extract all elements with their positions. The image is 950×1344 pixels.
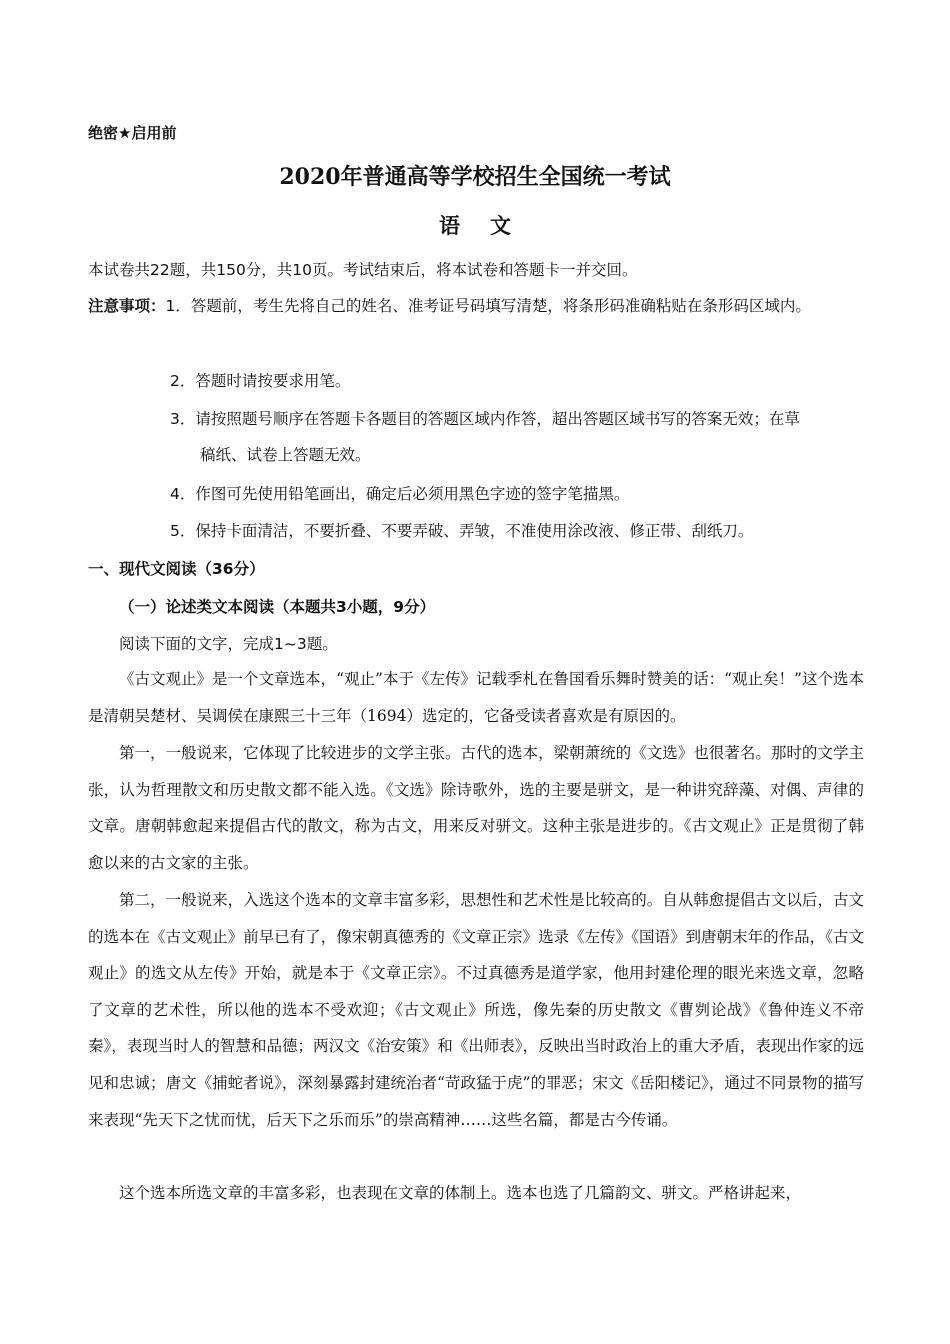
confidential-label: 绝密★启用前 bbox=[88, 124, 177, 142]
passage-paragraph-2: 第一，一般说来，它体现了比较进步的文学主张。古代的选本，梁朝萧统的《文选》也很著名。那时的文学主张，认为哲理散文和历史散文都不能入选。《文选》除诗歌外，选的主要是骈文，是一种讲究辞藻、对偶、声律的文章。唐朝韩愈起来提倡古代的散文，称为古文，用来反对骈文。这种主张是进步的。《古文观止》正是贯彻了韩愈以来的古文家的主张。 bbox=[88, 744, 864, 872]
notice-label: 注意事项： bbox=[88, 297, 166, 315]
notice-item-3-line1: 3．请按照题号顺序在答题卡各题目的答题区域内作答，超出答题区域书写的答案无效；在草 bbox=[170, 410, 800, 428]
subject-title: 语文 bbox=[439, 213, 541, 238]
notice-item-1-text: 1．答题前，考生先将自己的姓名、准考证号码填写清楚，将条形码准确粘贴在条形码区域内。 bbox=[165, 297, 811, 315]
passage-paragraph-4: 这个选本所选文章的丰富多彩，也表现在文章的体制上。选本也选了几篇韵文、骈文。严格讲起来， bbox=[119, 1184, 802, 1202]
notice-item-3 bbox=[170, 401, 860, 473]
exam-title: 2020年普通高等学校招生全国统一考试 bbox=[279, 164, 671, 190]
notice-item-4: 4．作图可先使用铅笔画出，确定后必须用黑色字迹的签字笔描黑。 bbox=[170, 485, 630, 503]
subsection-heading: （一）论述类文本阅读（本题共3小题，9分） bbox=[119, 598, 436, 616]
exam-intro: 本试卷共22题，共150分，共10页。考试结束后，将本试卷和答题卡一并交回。 bbox=[88, 261, 638, 279]
reading-instruction: 阅读下面的文字，完成1~3题。 bbox=[119, 635, 338, 653]
notice-item-5: 5．保持卡面清洁，不要折叠、不要弄破、弄皱，不准使用涂改液、修正带、刮纸刀。 bbox=[170, 522, 754, 540]
section-heading: 一、现代文阅读（36分） bbox=[88, 560, 265, 578]
notice-item-2: 2．答题时请按要求用笔。 bbox=[170, 372, 351, 390]
notice-item-1 bbox=[88, 288, 864, 324]
passage-paragraph-1: 《古文观止》是一个文章选本，“观止”本于《左传》记载季札在鲁国看乐舞时赞美的话：“观止矣！”这个选本是清朝吴楚材、吴调侯在康熙三十三年（1694）选定的，它备受读者喜欢是有原因的。 bbox=[88, 670, 864, 725]
passage-paragraph-3: 第二，一般说来，入选这个选本的文章丰富多彩，思想性和艺术性是比较高的。自从韩愈提倡古文以后，古文的选本在《古文观止》前早已有了，像宋朝真德秀的《文章正宗》选录《左传》《国语》到唐朝末年的作品，《古文观止》的选文从左传》开始，就是本于《文章正宗》。不过真德秀是道学家，他用封建伦理的眼光来选文章，忽略了文章的艺术性，所以他的选本不受欢迎；《古文观止》所选，像先秦的历史散文《曹刿论战》《鲁仲连义不帝秦》，表现当时人的智慧和品德；两汉文《治安策》和《出师表》，反映出当时政治上的重大矛盾，表现出作家的远见和忠诚；唐文《捕蛇者说》，深刻暴露封建统治者“苛政猛于虎”的罪恶；宋文《岳阳楼记》，通过不同景物的描写来表现“先天下之忧而忧，后天下之乐而乐”的崇高精神……这些名篇，都是古今传诵。 bbox=[88, 891, 864, 1129]
notice-item-3-line2: 稿纸、试卷上答题无效。 bbox=[200, 446, 371, 464]
